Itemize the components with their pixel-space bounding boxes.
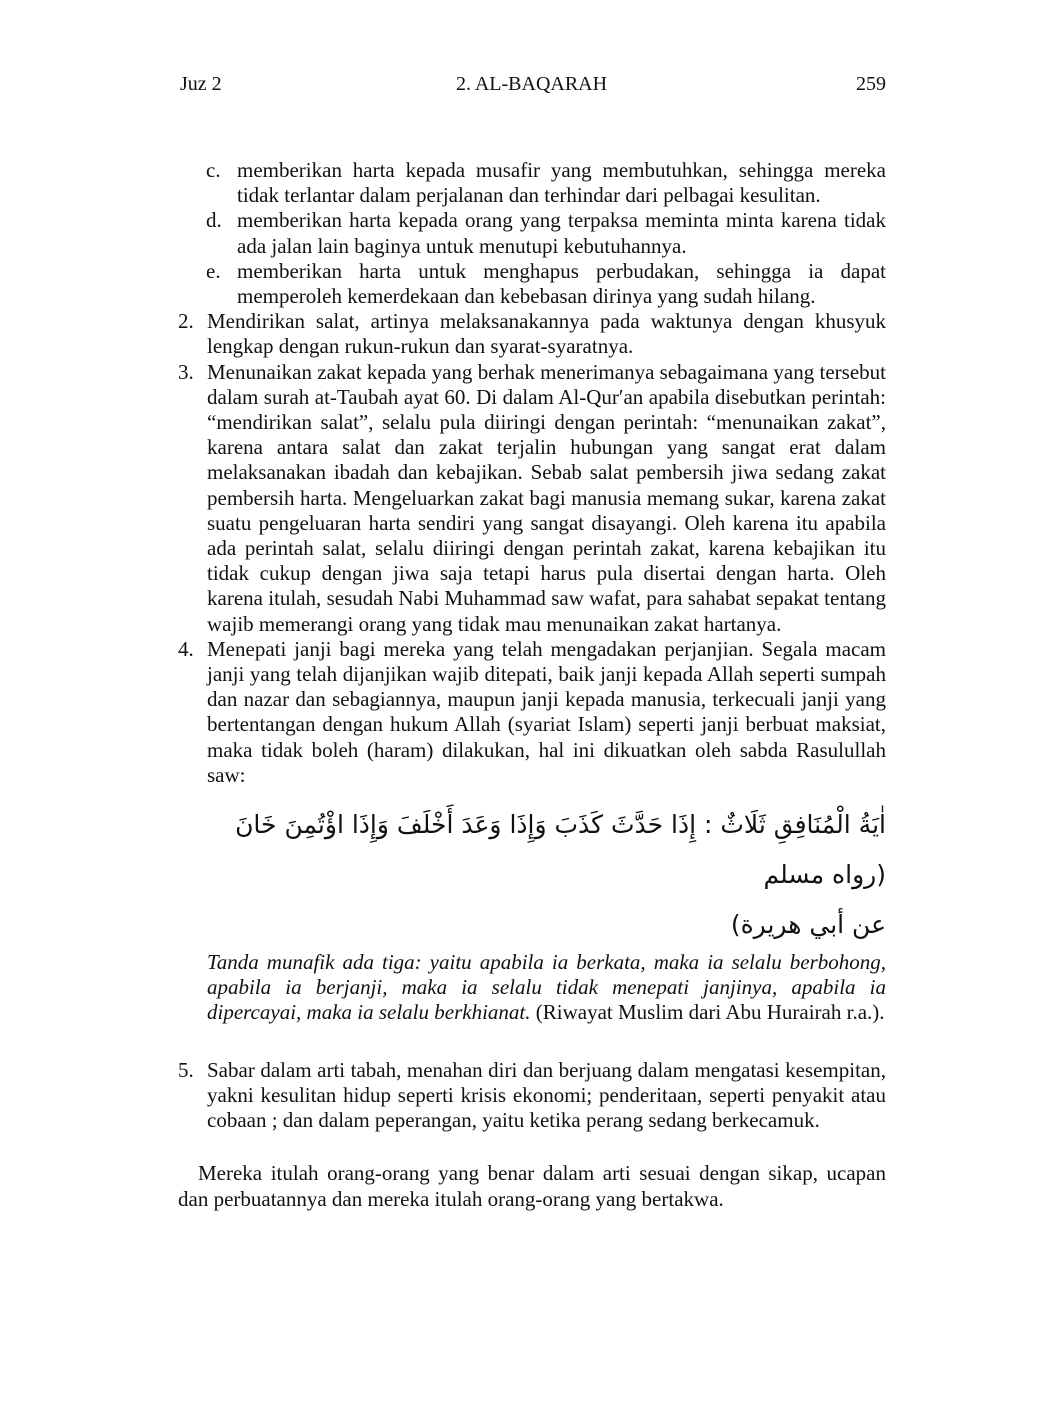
sub-item-e (178, 259, 886, 309)
hadith-arabic-line-2: عن أبي هريرة) (730, 910, 886, 940)
hadith-translation-text: Tanda munafik ada tiga: yaitu apabila ia berkata, maka ia selalu berbohong, apabila ia berjanji, maka ia selalu tidak menepati janjinya, apabila ia dipercayai, maka ia selalu berkhianat. (207, 950, 886, 1025)
list-item-text: Mendirikan salat, artinya melaksanakannya pada waktunya dengan khusyuk lengkap dengan rukun-rukun dan syarat-syaratnya. (207, 309, 886, 359)
closing-paragraph: Mereka itulah orang-orang yang benar dalam arti sesuai dengan sikap, ucapan dan perbuatannya dan mereka itulah orang-orang yang bertakwa. (178, 1161, 886, 1211)
list-item-text: Menunaikan zakat kepada yang berhak menerimanya sebagaimana yang tersebut dalam surah at-Taubah ayat 60. Di dalam Al-Qur′an apabila disebutkan perintah: “mendirikan salat”, selalu pula diiringi dengan perintah: “menunaikan zakat”, karena antara salat dan zakat terjalin hubungan yang sangat erat dalam melaksanakan ibadah dan kebajikan. Sebab salat pembersih jiwa sedang zakat pembersih harta. Mengeluarkan zakat bagi manusia memang sukar, karena zakat suatu pengeluaran harta sendiri yang sangat disayangi. Oleh karena itu apabila ada perintah salat, selalu diiringi dengan perintah zakat, karena kebajikan itu tidak cukup dengan jiwa saja tetapi harus pula disertai dengan harta. Oleh karena itulah, sesudah Nabi Muhammad saw wafat, para sahabat sepakat tentang wajib memerangi orang yang tidak mau menunaikan zakat hartanya. (207, 359, 886, 636)
spacer (178, 1026, 886, 1058)
sub-item-c (178, 158, 886, 208)
list-item-2 (178, 309, 886, 359)
hadith-arabic-line-1: اٰيَةُ الْمُنَافِقِ ثَلَاثٌ : إِذَا حَدَّثَ كَذَبَ وَإِذَا وَعَدَ أَخْلَفَ وَإِذَا اؤْتُمِنَ خَانَ (رواه مسلم (235, 810, 886, 890)
hadith-source: (Riwayat Muslim dari Abu Hurairah r.a.). (535, 1000, 885, 1025)
hadith-arabic (178, 800, 886, 950)
sub-item-marker: d. (206, 208, 222, 233)
list-item-marker: 4. (178, 636, 194, 661)
list-item-3 (178, 360, 886, 637)
header-juz: Juz 2 (180, 73, 222, 95)
spacer (178, 1133, 886, 1161)
list-item-5 (178, 1058, 886, 1134)
page-number: 259 (856, 73, 886, 95)
sub-item-text: memberikan harta kepada orang yang terpaksa meminta minta karena tidak ada jalan lain baginya untuk menutupi kebutuhannya. (237, 208, 886, 258)
sub-item-d (178, 208, 886, 258)
sub-item-text: memberikan harta untuk menghapus perbudakan, sehingga ia dapat memperoleh kemerdekaan dan kebebasan dirinya yang sudah hilang. (237, 258, 886, 309)
list-item-4 (178, 637, 886, 788)
header-surah-title: 2. AL-BAQARAH (455, 73, 608, 95)
list-item-marker: 3. (178, 359, 194, 384)
list-item-text: Menepati janji bagi mereka yang telah mengadakan perjanjian. Segala macam janji yang telah dijanjikan wajib ditepati, baik janji kepada Allah seperti sumpah dan nazar dan sebagiannya, maupun janji kepada manusia, terkecuali janji yang bertentangan dengan hukum Allah (syariat Islam) seperti janji berbuat maksiat, maka tidak boleh (haram) dilakukan, hal ini dikuatkan oleh sabda Rasulullah saw: (207, 636, 886, 787)
sub-item-text: memberikan harta kepada musafir yang membutuhkan, sehingga mereka tidak terlantar dalam perjalanan dan terhindar dari pelbagai kesulitan. (237, 158, 886, 208)
list-item-text: Sabar dalam arti tabah, menahan diri dan berjuang dalam mengatasi kesempitan, yakni kesulitan hidup seperti krisis ekonomi; penderitaan, seperti penyakit atau cobaan ; dan dalam peperangan, yaitu ketika perang sedang berkecamuk. (207, 1057, 886, 1133)
page-body (178, 158, 886, 1212)
sub-item-marker: e. (206, 258, 221, 283)
list-item-marker: 5. (178, 1057, 194, 1082)
sub-item-marker: c. (206, 158, 221, 182)
list-item-marker: 2. (178, 309, 194, 334)
hadith-translation (178, 950, 886, 1026)
